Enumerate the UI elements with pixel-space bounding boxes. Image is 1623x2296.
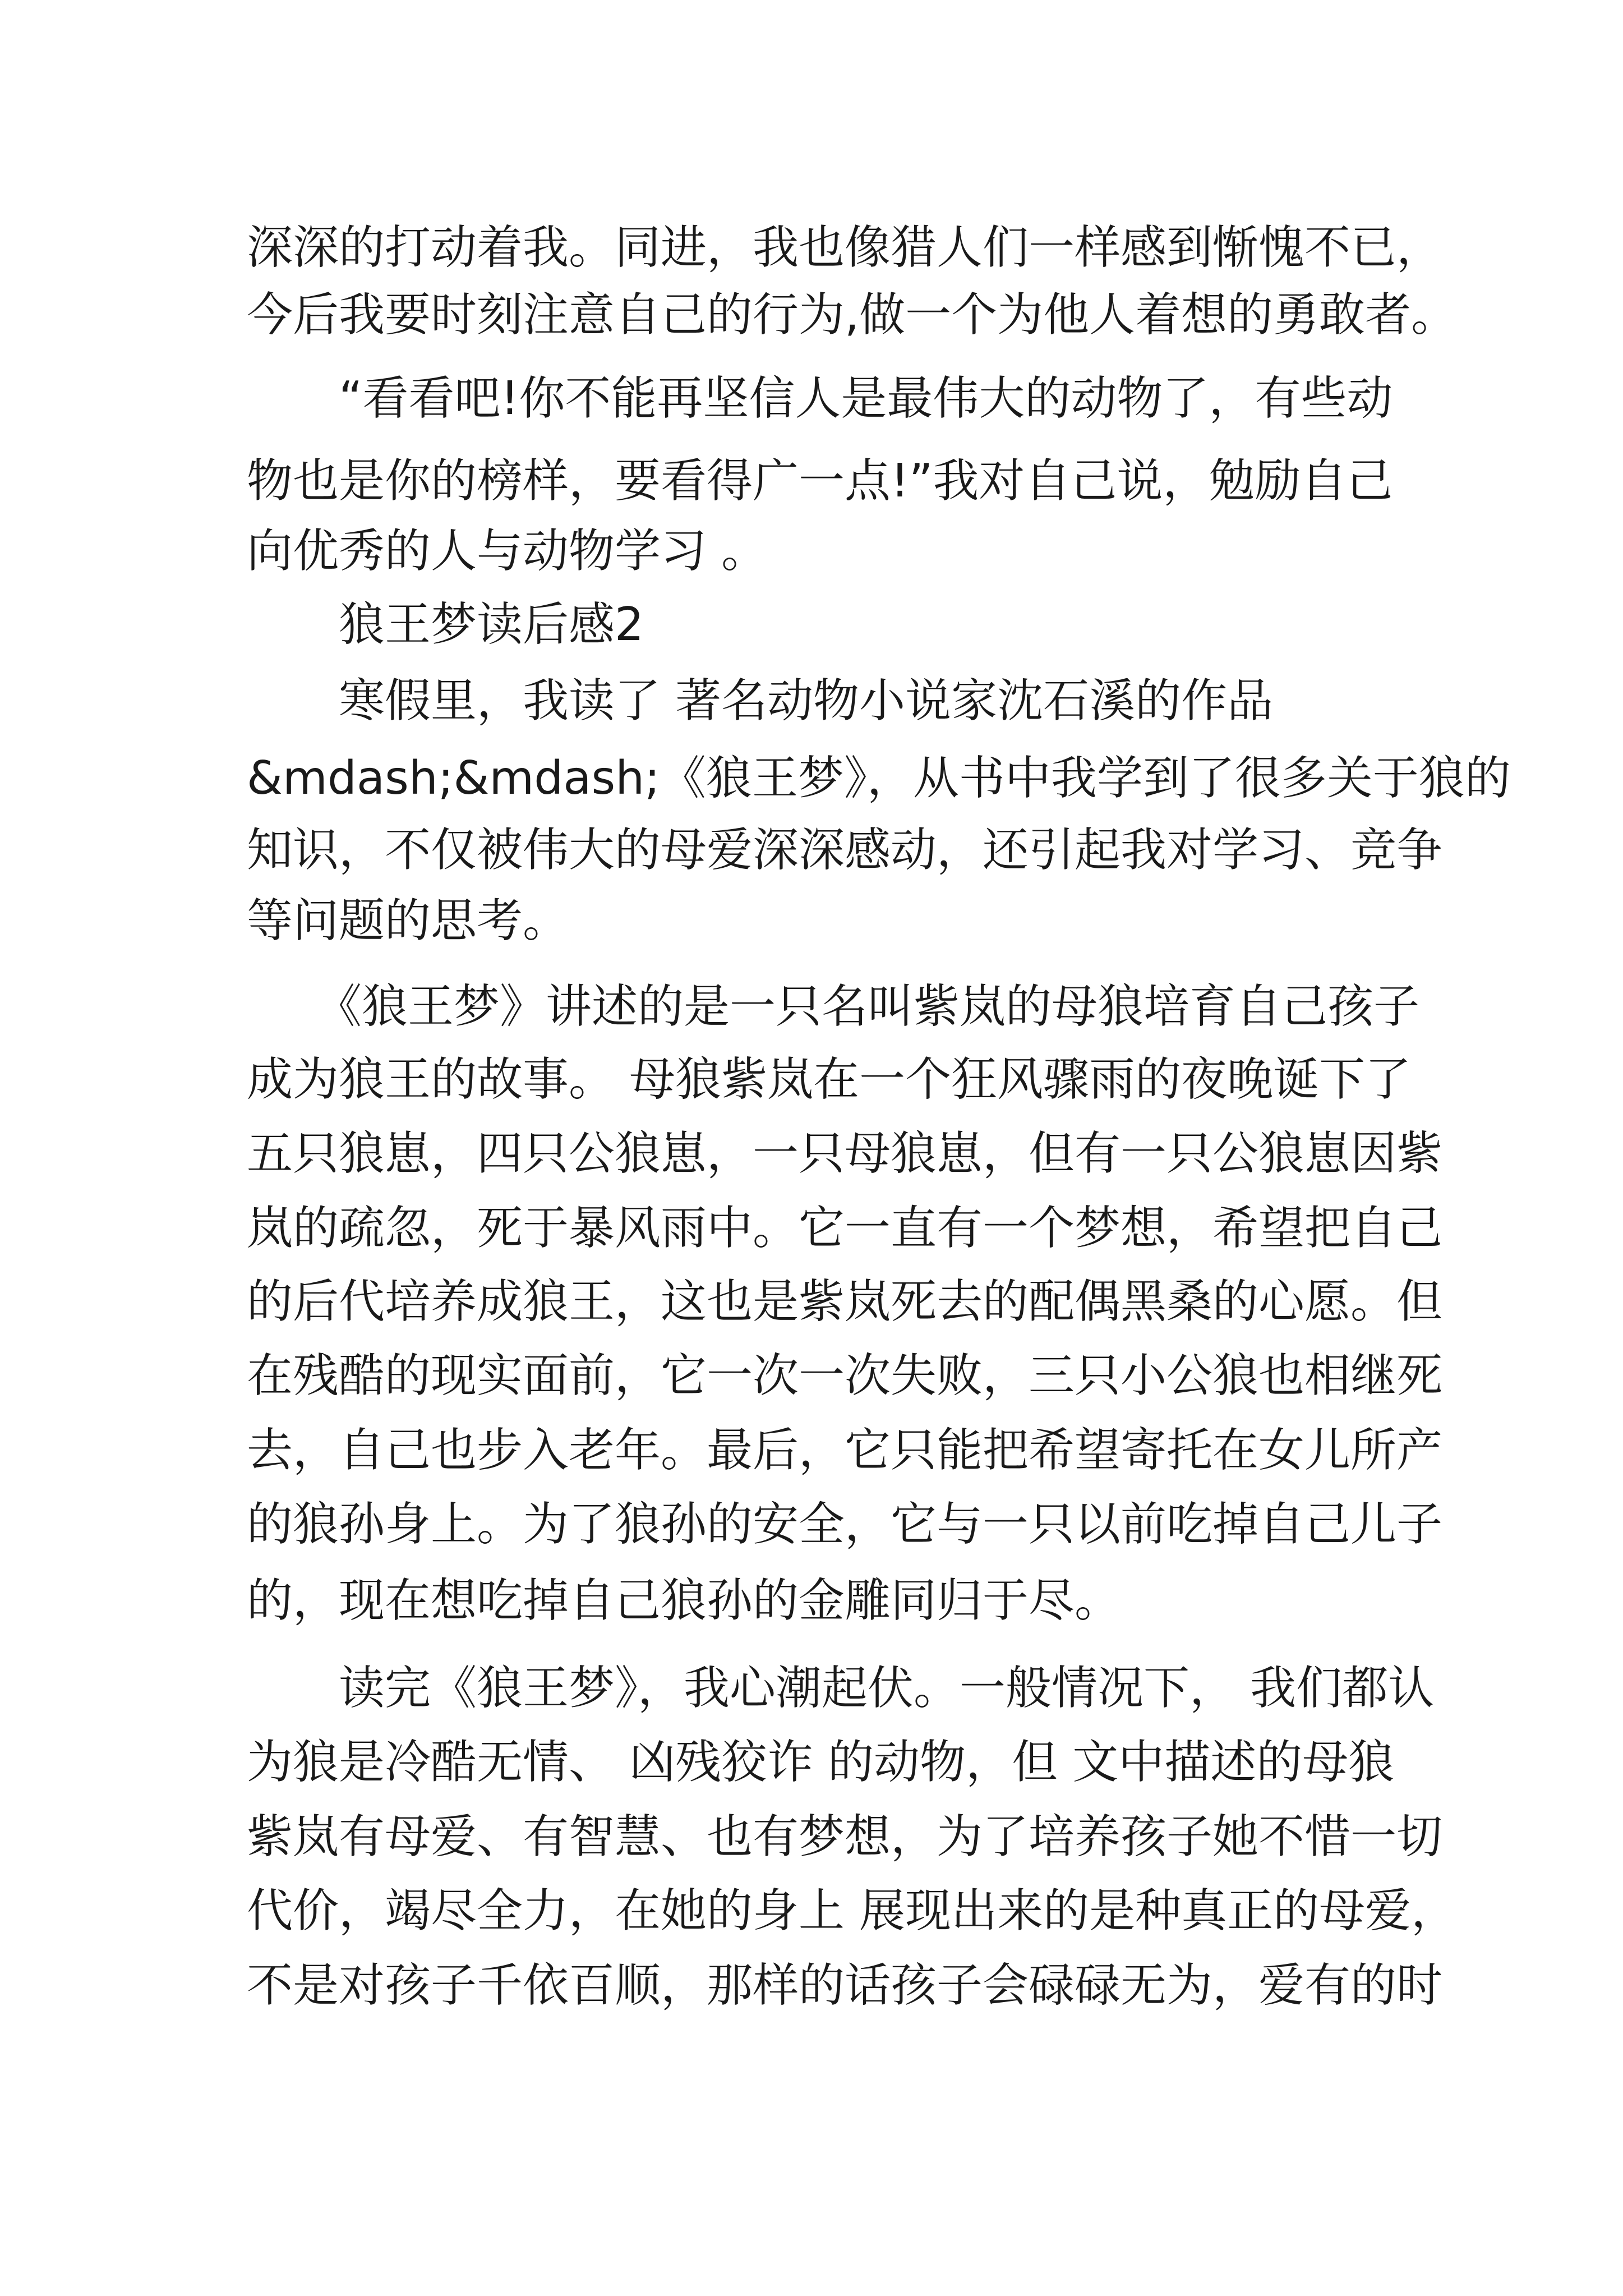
text-line: 的狼孙身上。为了狼孙的安全，它与一只以前吃掉自己儿子: [247, 1498, 1443, 1551]
text-line: 寒假里，我读了 著名动物小说家沈石溪的作品: [247, 674, 1274, 728]
text-line: 读完《狼王梦》，我心潮起伏。一般情况下， 我们都认: [247, 1662, 1435, 1715]
section-heading: 狼王梦读后感2: [247, 598, 644, 651]
text-line: 《狼王梦》讲述的是一只名叫紫岚的母狼培育自己孩子: [247, 980, 1420, 1033]
text-line: 不是对孩子千依百顺，那样的话孩子会碌碌无为，爱有的时: [247, 1959, 1443, 2012]
text-line: 代价，竭尽全力，在她的身上 展现出来的是种真正的母爱，: [247, 1884, 1458, 1938]
text-line: 成为狼王的故事。 母狼紫岚在一个狂风骤雨的夜晚诞下了: [247, 1053, 1412, 1106]
text-line: 知识，不仅被伟大的母爱深深感动，还引起我对学习、竞争: [247, 823, 1443, 877]
text-line: 去，自己也步入老年。最后，它只能把希望寄托在女儿所产: [247, 1424, 1443, 1477]
text-line: 的，现在想吃掉自己狼孙的金雕同归于尽。: [247, 1574, 1121, 1627]
text-line: 五只狼崽，四只公狼崽，一只母狼崽，但有一只公狼崽因紫: [247, 1127, 1443, 1180]
text-line: 紫岚有母爱、有智慧、也有梦想，为了培养孩子她不惜一切: [247, 1810, 1443, 1864]
text-line: 的后代培养成狼王，这也是紫岚死去的配偶黑桑的心愿。但: [247, 1275, 1443, 1328]
text-line: 为狼是冷酷无情、 凶残狡诈 的动物，但 文中描述的母狼: [247, 1736, 1395, 1789]
text-line: “看看吧!你不能再坚信人是最伟大的动物了，有些动: [247, 372, 1393, 425]
text-line: 在残酷的现实面前，它一次一次失败，三只小公狼也相继死: [247, 1349, 1443, 1402]
text-line: 物也是你的榜样，要看得广一点!”我对自己说，勉励自己: [247, 454, 1393, 508]
text-line: 向优秀的人与动物学习 。: [247, 524, 768, 578]
text-line: 岚的疏忽，死于暴风雨中。它一直有一个梦想，希望把自己: [247, 1202, 1443, 1255]
text-line: 等问题的思考。: [247, 894, 569, 947]
text-line: 深深的打动着我。同进，我也像猎人们一样感到惭愧不已，: [247, 221, 1443, 274]
text-line: &mdash;&mdash;《狼王梦》，从书中我学到了很多关于狼的: [247, 752, 1511, 805]
text-line: 今后我要时刻注意自己的行为,做一个为他人着想的勇敢者。: [247, 288, 1458, 342]
